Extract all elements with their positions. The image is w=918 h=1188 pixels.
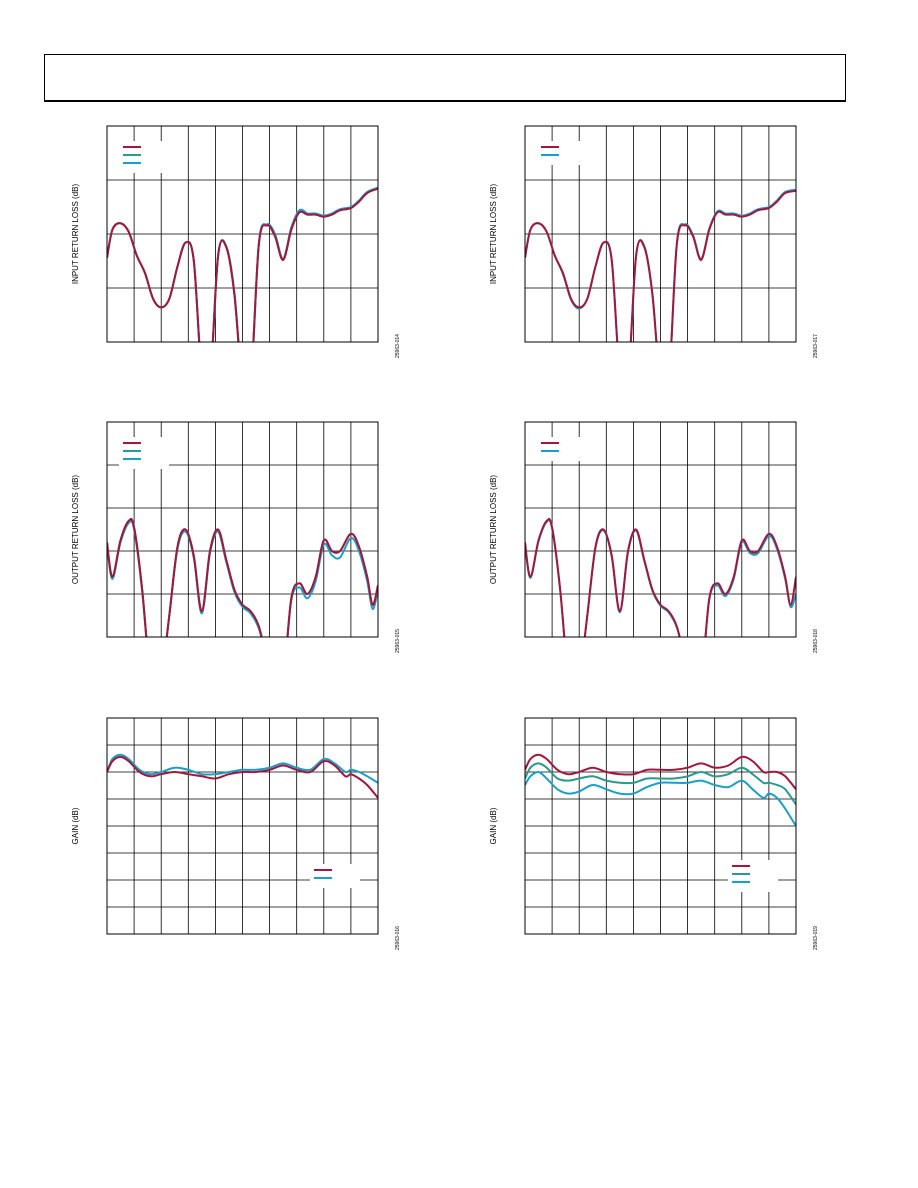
y-axis-label: GAIN (dB) — [489, 807, 498, 845]
figure-id: 25963-014 — [395, 334, 401, 358]
legend-background — [310, 864, 360, 888]
chart-1 — [71, 126, 401, 400]
chart-3 — [71, 422, 401, 687]
chart-2 — [489, 126, 819, 400]
figure-id: 25963-018 — [813, 629, 819, 653]
chart-6 — [489, 718, 819, 950]
chart-4 — [489, 422, 819, 687]
legend-background — [119, 437, 169, 469]
legend-background — [728, 860, 778, 892]
y-axis-label: INPUT RETURN LOSS (dB) — [71, 183, 80, 285]
figure-id: 25963-017 — [813, 334, 819, 358]
figure-id: 25963-016 — [395, 926, 401, 950]
y-axis-label: GAIN (dB) — [71, 807, 80, 845]
y-axis-label: INPUT RETURN LOSS (dB) — [489, 183, 498, 285]
chart-5 — [71, 718, 401, 950]
figure-id: 25963-019 — [813, 926, 819, 950]
y-axis-label: OUTPUT RETURN LOSS (dB) — [489, 474, 498, 585]
legend-background — [537, 141, 587, 165]
y-axis-label: OUTPUT RETURN LOSS (dB) — [71, 474, 80, 585]
legend-background — [119, 141, 169, 173]
figure-id: 25963-015 — [395, 629, 401, 653]
legend-background — [537, 437, 587, 461]
